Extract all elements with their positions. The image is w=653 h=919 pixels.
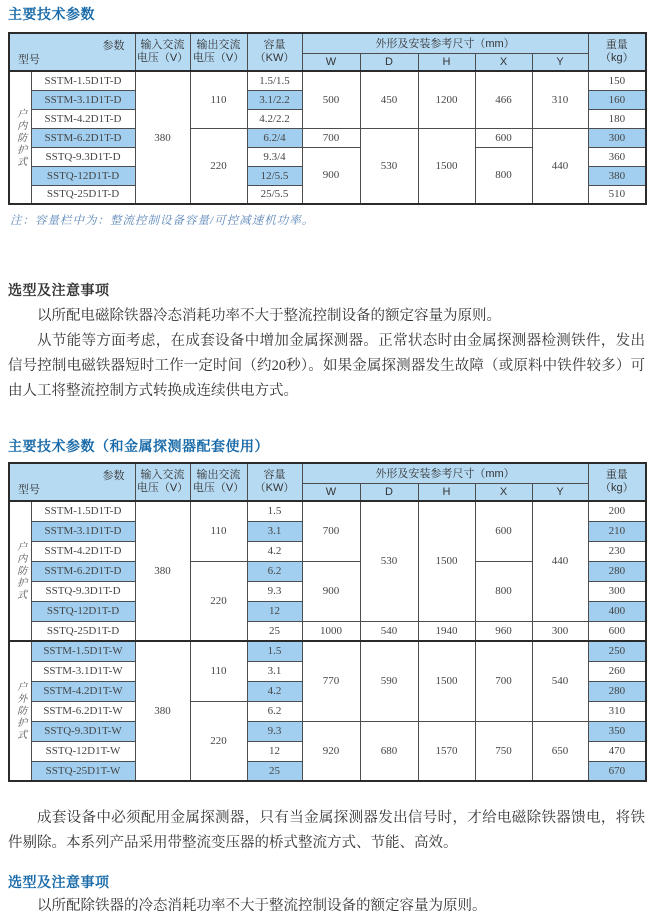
- capacity-cell: 4.2/2.2: [247, 109, 302, 128]
- model-cell: SSTQ-9.3D1T-D: [31, 147, 135, 166]
- model-cell: SSTM-1.5D1T-D: [31, 71, 135, 90]
- col-header-capacity: 容量 （KW）: [247, 463, 302, 501]
- paragraph-energy-saving: 从节能等方面考虑，在成套设备中增加金属探测器。正常状态时由金属探测器检测铁件，发出信号控制电磁铁器短时工作一定时间（约20秒）。如果金属探测器发生故障（或原料中铁件较多）可由人工将整流控制方式转换成连续供电方式。: [8, 333, 645, 399]
- weight-cell: 260: [588, 661, 646, 681]
- capacity-cell: 3.1/2.2: [247, 90, 302, 109]
- corner-model-param-cell: [9, 463, 135, 501]
- section-title-selection-notes-1: 选型及注意事项: [8, 282, 110, 298]
- weight-cell: 350: [588, 721, 646, 741]
- capacity-cell: 3.1: [247, 521, 302, 541]
- weight-cell: 160: [588, 90, 646, 109]
- spec-table-with-detector: [8, 462, 647, 782]
- dim-y-cell: 300: [532, 621, 588, 641]
- model-cell: SSTM-6.2D1T-W: [31, 701, 135, 721]
- dim-h-cell: 1200: [418, 71, 475, 128]
- col-header-d: D: [360, 483, 418, 501]
- section-title-main-params: 主要技术参数: [8, 6, 95, 22]
- capacity-cell: 4.2: [247, 541, 302, 561]
- dim-d-cell: 540: [360, 621, 418, 641]
- col-header-input-voltage: 输入交流 电压（V）: [135, 33, 190, 71]
- capacity-cell: 25: [247, 621, 302, 641]
- group-label-indoor: 户内防护式: [9, 501, 31, 641]
- capacity-cell: 4.2: [247, 681, 302, 701]
- capacity-cell: 9.3/4: [247, 147, 302, 166]
- group-label-outdoor: 户外防护式: [9, 641, 31, 781]
- weight-cell: 310: [588, 701, 646, 721]
- capacity-cell: 12: [247, 741, 302, 761]
- weight-cell: 210: [588, 521, 646, 541]
- col-header-h: H: [418, 483, 475, 501]
- output-voltage-cell: 110: [190, 641, 247, 701]
- col-header-w: W: [302, 483, 360, 501]
- weight-cell: 180: [588, 109, 646, 128]
- dim-w-cell: 1000: [302, 621, 360, 641]
- model-cell: SSTM-6.2D1T-D: [31, 128, 135, 147]
- col-header-output-voltage: 输出交流 电压（V）: [190, 463, 247, 501]
- dim-x-cell: 960: [475, 621, 532, 641]
- output-voltage-cell: 220: [190, 561, 247, 641]
- output-voltage-cell: 220: [190, 128, 247, 204]
- model-header-label: 型号: [18, 54, 40, 66]
- dim-h-cell: 1500: [418, 501, 475, 621]
- section-title-selection-notes-2: 选型及注意事项: [8, 874, 110, 890]
- dim-h-cell: 1500: [418, 128, 475, 204]
- model-cell: SSTQ-12D1T-D: [31, 601, 135, 621]
- col-header-y: Y: [532, 483, 588, 501]
- dim-x-cell: 750: [475, 721, 532, 781]
- table1-footnote: 注：容量栏中为：整流控制设备容量/可控减速机功率。: [10, 215, 315, 227]
- dim-d-cell: 680: [360, 721, 418, 781]
- weight-cell: 200: [588, 501, 646, 521]
- paragraph-selection-principle: 以所配电磁除铁器冷态消耗功率不大于整流控制设备的额定容量为原则。: [37, 308, 501, 324]
- output-voltage-cell: 110: [190, 71, 247, 128]
- model-cell: SSTM-3.1D1T-D: [31, 90, 135, 109]
- model-cell: SSTM-6.2D1T-D: [31, 561, 135, 581]
- dim-x-cell: 800: [475, 147, 532, 204]
- weight-cell: 280: [588, 561, 646, 581]
- model-header-label: 型号: [18, 484, 40, 496]
- table2-outdoor-group: [9, 641, 646, 781]
- col-header-w: W: [302, 53, 360, 71]
- param-header-label: 参数: [102, 40, 125, 52]
- dim-x-cell: 466: [475, 71, 532, 128]
- col-header-h: H: [418, 53, 475, 71]
- table1-indoor-group: [9, 71, 646, 204]
- weight-cell: 470: [588, 741, 646, 761]
- dim-y-cell: 540: [532, 641, 588, 721]
- model-cell: SSTQ-25D1T-D: [31, 185, 135, 204]
- table2-indoor-group: [9, 501, 646, 641]
- capacity-cell: 12/5.5: [247, 166, 302, 185]
- weight-cell: 250: [588, 641, 646, 661]
- col-header-x: X: [475, 53, 532, 71]
- paragraph-selection-principle-2: 以所配除铁器的冷态消耗功率不大于整流控制设备的额定容量为原则。: [37, 898, 487, 914]
- model-cell: SSTM-4.2D1T-W: [31, 681, 135, 701]
- dim-h-cell: 1500: [418, 641, 475, 721]
- table-row: [9, 721, 646, 741]
- dim-w-cell: 900: [302, 561, 360, 621]
- col-header-weight: 重量 （kg）: [588, 33, 646, 71]
- section-title-params-with-detector: 主要技术参数（和金属探测器配套使用）: [8, 438, 269, 454]
- input-voltage-cell: 380: [135, 71, 190, 204]
- spec-table-main-params: [8, 32, 647, 205]
- model-cell: SSTQ-9.3D1T-D: [31, 581, 135, 601]
- weight-cell: 300: [588, 581, 646, 601]
- capacity-cell: 1.5/1.5: [247, 71, 302, 90]
- col-header-weight: 重量 （kg）: [588, 463, 646, 501]
- dim-w-cell: 700: [302, 128, 360, 147]
- model-cell: SSTQ-25D1T-D: [31, 621, 135, 641]
- capacity-cell: 1.5: [247, 501, 302, 521]
- capacity-cell: 12: [247, 601, 302, 621]
- table-row: [9, 621, 646, 641]
- weight-cell: 300: [588, 128, 646, 147]
- dim-y-cell: 650: [532, 721, 588, 781]
- dim-y-cell: 440: [532, 501, 588, 621]
- dim-d-cell: 450: [360, 71, 418, 128]
- model-cell: SSTM-1.5D1T-W: [31, 641, 135, 661]
- capacity-cell: 6.2: [247, 561, 302, 581]
- dim-w-cell: 900: [302, 147, 360, 204]
- dim-w-cell: 920: [302, 721, 360, 781]
- dim-d-cell: 530: [360, 501, 418, 621]
- model-cell: SSTM-3.1D1T-W: [31, 661, 135, 681]
- group-label-indoor: 户内防护式: [9, 71, 31, 204]
- output-voltage-cell: 220: [190, 701, 247, 781]
- paragraph-detector-required: 成套设备中必须配用金属探测器，只有当金属探测器发出信号时，才给电磁除铁器馈电，将铁件剔除。本系列产品采用带整流变压器的桥式整流方式、节能、高效。: [8, 810, 645, 851]
- weight-cell: 230: [588, 541, 646, 561]
- dim-h-cell: 1940: [418, 621, 475, 641]
- corner-model-param-cell: [9, 33, 135, 71]
- model-cell: SSTQ-12D1T-D: [31, 166, 135, 185]
- col-header-dimensions: 外形及安装参考尺寸（mm）: [302, 463, 588, 483]
- input-voltage-cell: 380: [135, 501, 190, 641]
- capacity-cell: 25/5.5: [247, 185, 302, 204]
- dim-x-cell: 800: [475, 561, 532, 621]
- input-voltage-cell: 380: [135, 641, 190, 781]
- col-header-output-voltage: 输出交流 电压（V）: [190, 33, 247, 71]
- dim-d-cell: 590: [360, 641, 418, 721]
- model-cell: SSTQ-25D1T-W: [31, 761, 135, 781]
- col-header-input-voltage: 输入交流 电压（V）: [135, 463, 190, 501]
- weight-cell: 510: [588, 185, 646, 204]
- weight-cell: 150: [588, 71, 646, 90]
- weight-cell: 670: [588, 761, 646, 781]
- dim-h-cell: 1570: [418, 721, 475, 781]
- model-cell: SSTM-4.2D1T-D: [31, 109, 135, 128]
- capacity-cell: 25: [247, 761, 302, 781]
- table-row: [9, 128, 646, 147]
- dim-x-cell: 700: [475, 641, 532, 721]
- capacity-cell: 1.5: [247, 641, 302, 661]
- dim-d-cell: 530: [360, 128, 418, 204]
- col-header-capacity: 容量 （KW）: [247, 33, 302, 71]
- col-header-d: D: [360, 53, 418, 71]
- weight-cell: 360: [588, 147, 646, 166]
- model-cell: SSTM-3.1D1T-D: [31, 521, 135, 541]
- col-header-x: X: [475, 483, 532, 501]
- table-row: [9, 501, 646, 521]
- col-header-y: Y: [532, 53, 588, 71]
- dim-x-cell: 600: [475, 501, 532, 561]
- dim-w-cell: 500: [302, 71, 360, 128]
- col-header-dimensions: 外形及安装参考尺寸（mm）: [302, 33, 588, 53]
- capacity-cell: 6.2: [247, 701, 302, 721]
- weight-cell: 280: [588, 681, 646, 701]
- capacity-cell: 6.2/4: [247, 128, 302, 147]
- dim-w-cell: 770: [302, 641, 360, 721]
- capacity-cell: 9.3: [247, 581, 302, 601]
- capacity-cell: 3.1: [247, 661, 302, 681]
- weight-cell: 600: [588, 621, 646, 641]
- weight-cell: 400: [588, 601, 646, 621]
- model-cell: SSTM-1.5D1T-D: [31, 501, 135, 521]
- param-header-label: 参数: [102, 470, 125, 482]
- model-cell: SSTM-4.2D1T-D: [31, 541, 135, 561]
- dim-w-cell: 700: [302, 501, 360, 561]
- dim-y-cell: 440: [532, 128, 588, 204]
- table-row: [9, 641, 646, 661]
- dim-y-cell: 310: [532, 71, 588, 128]
- capacity-cell: 9.3: [247, 721, 302, 741]
- dim-x-cell: 600: [475, 128, 532, 147]
- table-row: [9, 71, 646, 90]
- model-cell: SSTQ-12D1T-W: [31, 741, 135, 761]
- model-cell: SSTQ-9.3D1T-W: [31, 721, 135, 741]
- weight-cell: 380: [588, 166, 646, 185]
- output-voltage-cell: 110: [190, 501, 247, 561]
